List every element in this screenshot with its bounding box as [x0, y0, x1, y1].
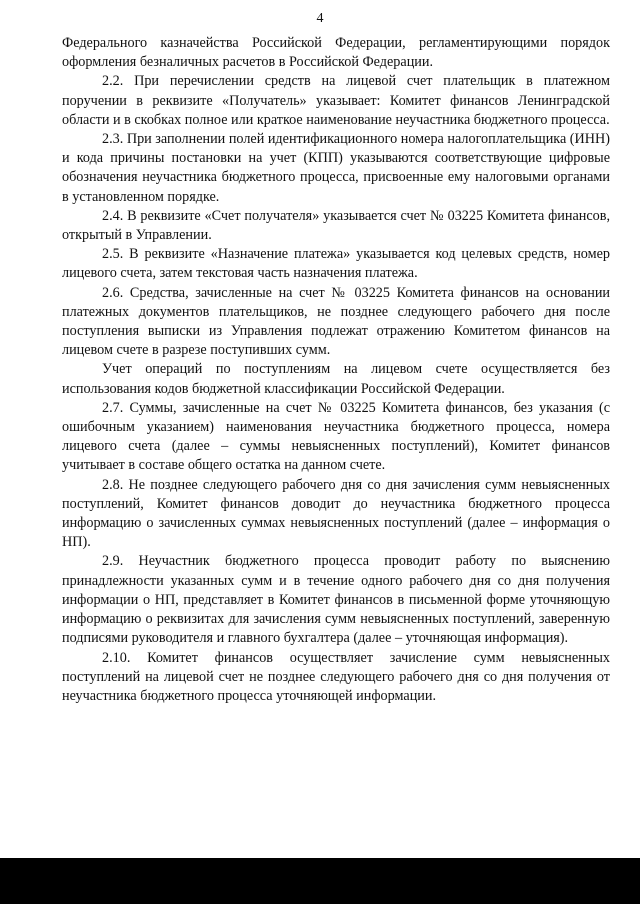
paragraph-2-10: 2.10. Комитет финансов осуществляет зачисление сумм невыясненных поступлений на лицевой счет не позднее следующего рабочего дня со дня получения от неучастника бюджетного процесса уточняющей информации. [62, 649, 610, 704]
paragraph-2-3: 2.3. При заполнении полей идентификационного номера налогоплательщика (ИНН) и кода причины постановки на учет (КПП) указываются соответствующие цифровые обозначения неучастника бюджетного процесса, присвоенные ему налоговыми органами в установленном порядке. [62, 131, 610, 205]
paragraph-accounting-note: Учет операций по поступлениям на лицевом счете осуществляется без использования кодов бюджетной классификации Российской Федерации. [62, 361, 610, 397]
paragraph-2-9: 2.9. Неучастник бюджетного процесса проводит работу по выяснению принадлежности указанных сумм и в течение одного рабочего дня со дня получения информации о НП, представляет в Комитет финансов в письменной форме уточняющую информацию о реквизитах для зачисления сумм невыясненных поступлений, заверенную подписями руководителя и главного бухгалтера (далее – уточняющая информация). [62, 553, 610, 647]
page-number: 4 [316, 11, 324, 26]
scan-bottom-band [0, 858, 640, 904]
paragraph-continuation: Федерального казначейства Российской Федерации, регламентирующими порядок оформления безналичных расчетов в Российской Федерации. [62, 35, 610, 71]
paragraph-2-7: 2.7. Суммы, зачисленные на счет № 03225 Комитета финансов, без указания (с ошибочным указанием) наименования неучастника бюджетного процесса, номера лицевого счета (далее – суммы невыясненных поступлений), Комитет финансов учитывает в составе общего остатка на данном счете. [62, 399, 610, 474]
paragraph-2-6: 2.6. Средства, зачисленные на счет № 03225 Комитета финансов на основании платежных документов плательщиков, не позднее следующего рабочего дня после поступления выписки из Управления подлежат отражению Комитетом финансов на лицевом счете в разрезе поступивших сумм. [62, 284, 610, 359]
paragraph-2-4: 2.4. В реквизите «Счет получателя» указывается счет № 03225 Комитета финансов, открытый в Управлении. [62, 207, 610, 244]
paragraph-2-8: 2.8. Не позднее следующего рабочего дня со дня зачисления сумм невыясненных поступлений, Комитет финансов доводит до неучастника бюджетного процесса информацию о зачисленных суммах невыясненных поступлений (далее – информация о НП). [62, 476, 610, 551]
paragraph-2-5: 2.5. В реквизите «Назначение платежа» указывается код целевых средств, номер лицевого счета, затем текстовая часть назначения платежа. [62, 246, 610, 282]
document-body [62, 34, 610, 706]
paragraph-2-2: 2.2. При перечислении средств на лицевой счет плательщик в платежном поручении в реквизите «Получатель» указывает: Комитет финансов Ленинградской области и в скобках полное или краткое наименование неучастника бюджетного процесса. [62, 73, 610, 128]
